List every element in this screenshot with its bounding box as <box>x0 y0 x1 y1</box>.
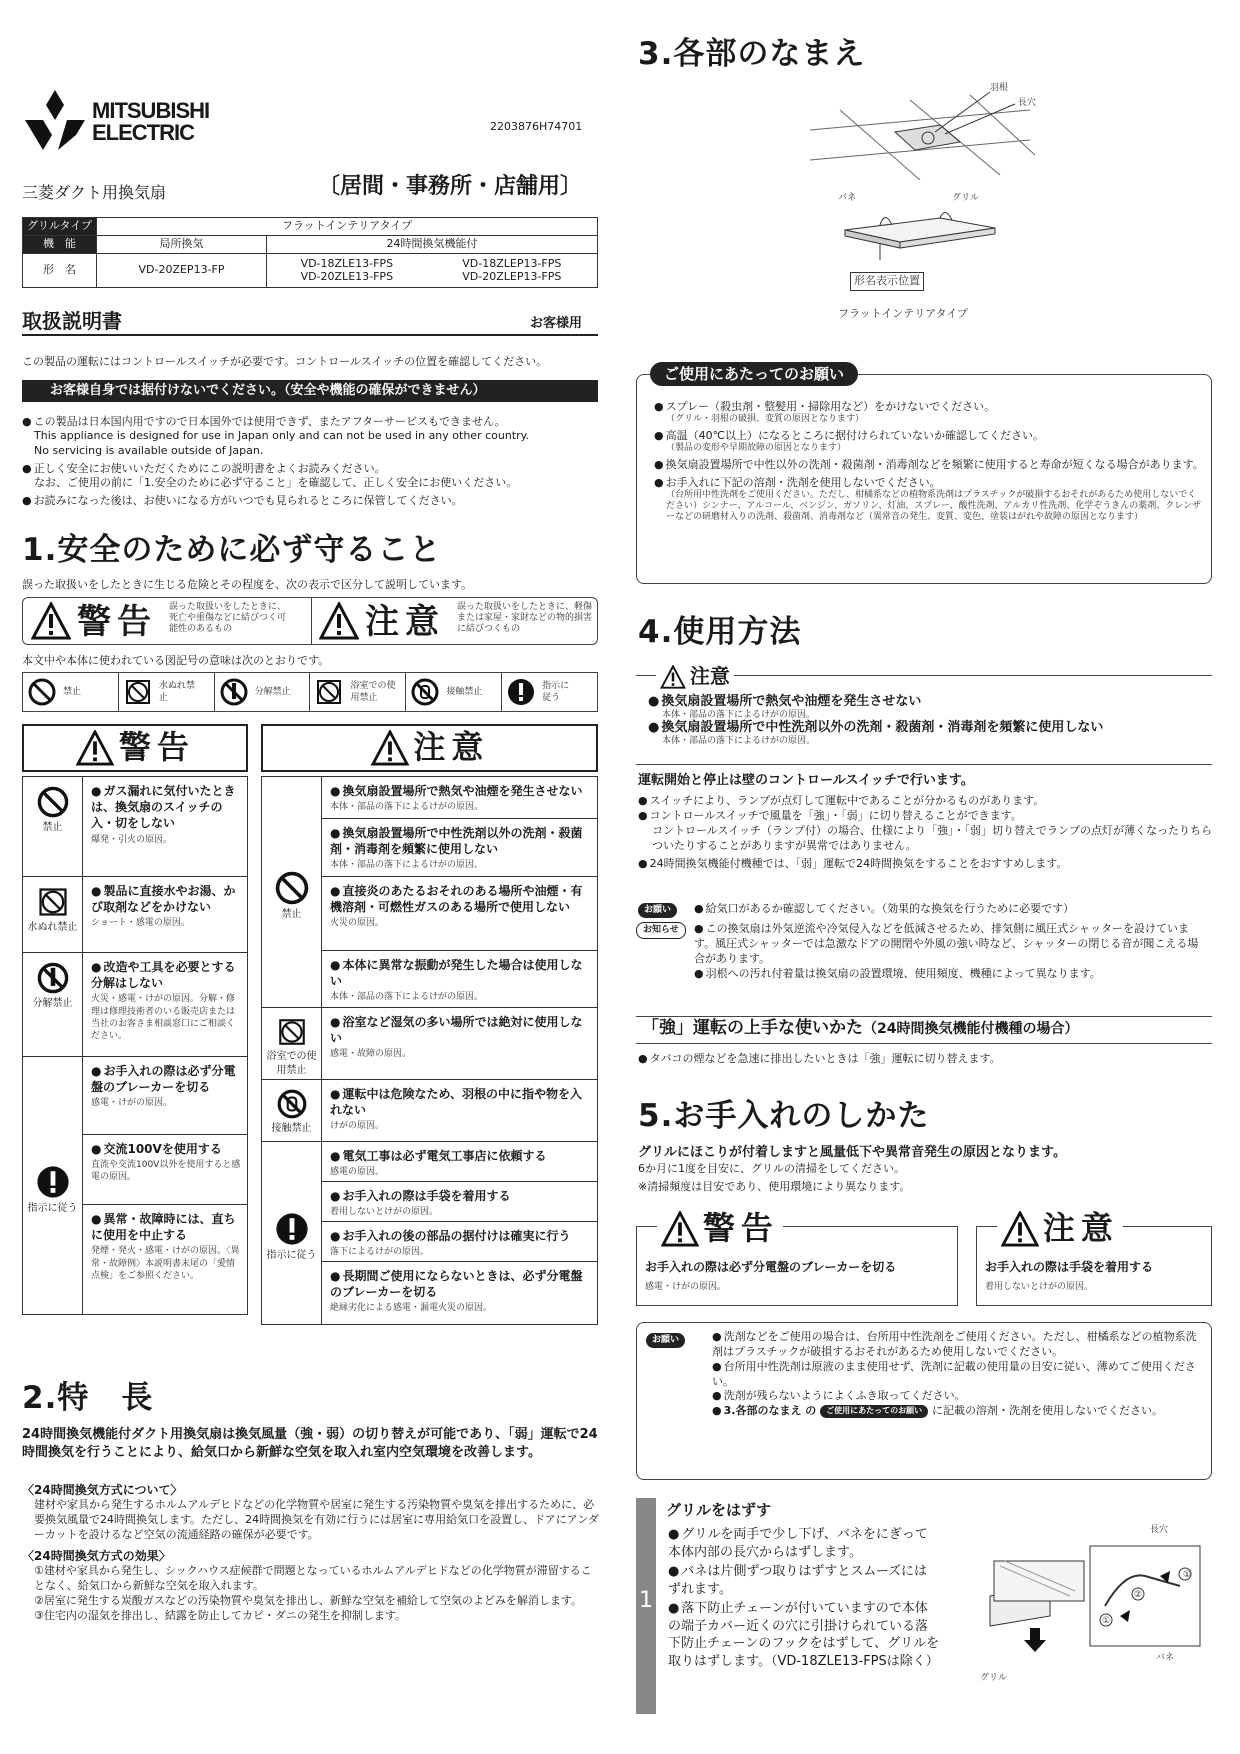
s5-caut-box <box>976 1209 1212 1306</box>
s5-caut-text: お手入れの際は手袋を着用する <box>985 1260 1154 1274</box>
spec-model-2a: VD-18ZLE13-FPS <box>300 257 394 270</box>
caut-sym-instruction: 指示に従う <box>262 1142 322 1325</box>
s4-caution-1: ● 換気扇設置場所で熱気や油煙を発生させない <box>648 694 1208 710</box>
prohibit-icon <box>274 870 310 906</box>
s5-caut-sub: 着用しないとけがの原因。 <box>985 1282 1094 1292</box>
section3-title: 3.各部のなまえ <box>638 36 866 72</box>
symbol-label-prohibit: 禁止 <box>63 686 82 697</box>
warn-sym-3: 分解禁止 <box>23 953 83 1057</box>
s5-p2: ※清掃頻度は目安であり、使用環境により異なります。 <box>638 1180 911 1193</box>
spec-function-local: 局所換気 <box>97 235 267 253</box>
no-water-icon <box>123 677 153 707</box>
step-3: ● 落下防止チェーンが付いていますので本体の端子カバー近くの穴に引掛けられている落下防止チェーンのフックをはずして、グリルを取りはずします。（VD-18ZLE13-FPSは除く） <box>668 1600 940 1670</box>
caut-group-2: ● 電気工事は必ず電気工事店に依頼する 感電の原因。 ● お手入れの際は手袋を着用する 着用しないとけがの原因。 ● お手入れの後の部品の据付けは確実に行う 落下によるけがの原因。 ● 長期間ご使用にならないときは、必ず分電盤のブレーカーを切る 絶縁劣化による感電・漏電火災の原因。 <box>322 1142 598 1325</box>
effect-2: ②居室に発生する炭酸ガスなどの汚染物質や臭気を排出し、新鮮な空気を補給して空気のよどみを解消します。 <box>34 1593 582 1607</box>
request-3: ● 換気扇設置場所で中性以外の洗剤・殺菌剤・消毒剤などを頻繁に使用すると寿命が短くなる場合があります。 <box>654 458 1204 472</box>
spec-model-1: VD-20ZEP13-FP <box>97 253 267 287</box>
symbol-label-no-water: 水ぬれ禁止 <box>158 680 195 703</box>
doc-code: 2203876H74701 <box>490 120 583 133</box>
s4-caution-heading <box>656 663 734 690</box>
warning-label: 警告 <box>77 602 157 642</box>
brand-line2: ELECTRIC <box>92 120 194 145</box>
warn-row-2: ● 製品に直接水やお湯、かび取剤などをかけない ショート・感電の原因。 <box>83 877 248 953</box>
spec-function-24h: 24時間換気機能付 <box>267 235 598 253</box>
no-touch-icon <box>276 1088 308 1120</box>
fig-label-n1a: ① <box>1183 1570 1192 1580</box>
warning-triangle-icon <box>661 1211 699 1247</box>
symbol-label-instruction: 指示に従う <box>542 680 570 703</box>
request-1-sub: （グリル・羽根の破損、変質の原因となります） <box>666 413 865 424</box>
s5-request-pill: お願い <box>646 1332 685 1348</box>
symbol-label-no-bathroom: 浴室での使用禁止 <box>350 680 396 703</box>
request-title: ご使用にあたってのお願い <box>650 362 858 386</box>
warn-sym-2: 水ぬれ禁止 <box>23 877 83 953</box>
spec-label-function: 機 能 <box>23 235 97 253</box>
caut-row-6: ● 運転中は危険なため、羽根の中に指や物を入れない けがの原因。 <box>322 1080 598 1142</box>
fig-label-grill: グリル <box>980 1673 1008 1683</box>
instruction-icon <box>506 677 536 707</box>
intro-line-2: This appliance is designed for use in Japan only and can not be used in any other country. <box>34 429 530 443</box>
mitsubishi-logo <box>22 90 88 154</box>
section2-p1: 建材や家具から発生するホルムアルデヒドなどの化学物質や居室に発生する汚染物質や臭気を排出するために、必要換気風量で24時間換気します。ただし、24時間換気を有効に行うには居室に専用給気口を設置し、ドアにアンダーカットを設けるなど空気の流通経路の確保が必要です。 <box>34 1498 599 1541</box>
effect-1: ①建材や家具から発生し、シックハウス症候群で問題となっているホルムアルデヒドなどの化学物質が滞留することなく、給気口から新鮮な空気を取入れます。 <box>34 1564 592 1592</box>
s4-caution-1-sub: 本体・部品の落下によるけがの原因。 <box>662 709 816 720</box>
warn-table-title: 警告 <box>118 728 195 766</box>
spec-model-2b: VD-20ZLE13-FPS <box>300 270 394 284</box>
s4-info-pill: お知らせ <box>636 922 686 939</box>
caution-table-title: 注意 <box>413 728 490 766</box>
strong-sub: （24時間換気機能付機種の場合） <box>863 1021 1079 1037</box>
spec-label-grill: グリルタイプ <box>23 218 97 236</box>
warn-row-6: ● 異常・故障時には、直ちに使用を中止する 発煙・発火・感電・けがの原因。〈異常・故障例〉本説明書末尾の「愛情点検」をご参照ください。 <box>83 1205 248 1315</box>
caution-triangle-icon <box>1001 1211 1039 1247</box>
no-disassembly-icon <box>219 677 249 707</box>
s5-request-4b: に記載の溶剤・洗剤を使用しないでください。 <box>931 1404 1163 1418</box>
step-2: ● バネは片側ずつ取りはずすとスムーズにはずれます。 <box>668 1563 940 1598</box>
warn-sym-4: 指示に従う <box>23 1057 83 1315</box>
s4-info-1: ● この換気扇は外気逆流や冷気侵入などを低減させるため、排気側に風圧式シャッターを設けています。風圧式シャッターでは急激なドアの開閉や外風の強い時など、シャッターの閉じる音が聞こえる場合があります。 <box>694 922 1208 967</box>
caut-sym-touch: 接触禁止 <box>262 1080 322 1142</box>
s4-request: ● 給気口があるか確認してください。（効果的な換気を行うために必要です） <box>694 902 1208 917</box>
symbol-legend <box>22 672 598 712</box>
s5-p1: 6か月に1度を目安に、グリルの清掃をしてください。 <box>638 1162 905 1175</box>
warn-row-3: ● 改造や工具を必要とする分解はしない 火災・感電・けがの原因。分解・修理は修理技術者のいる販売店または当社のお客さま相談窓口にご相談ください。 <box>83 953 248 1057</box>
warning-desc: 誤った取扱いをしたときに、死亡や重傷などに結びつく可能性のあるもの <box>169 602 287 634</box>
symbol-label-no-touch: 接触禁止 <box>446 686 483 697</box>
intro-line-6: ● お読みになった後は、お使いになる方がいつでも見られるところに保管してください。 <box>22 494 602 508</box>
intro-line-1: ● この製品は日本国内用ですので日本国外では使用できず、またアフターサービスもできません。 <box>22 415 602 429</box>
caution-desc: 誤った取扱いをしたときに、軽傷または家屋・家財などの物的損害に結びつくもの <box>457 602 593 634</box>
caut-sym-prohibit: 禁止 <box>262 777 322 1008</box>
spec-model-3a: VD-18ZLEP13-FPS <box>462 257 562 270</box>
effect-3: ③住宅内の湿気を排出し、結露を防止してカビ・ダニの発生を抑制します。 <box>34 1608 406 1622</box>
caution-label: 注意 <box>365 602 445 642</box>
ceiling-grill-diagram <box>800 90 1040 180</box>
caution-triangle-icon <box>370 730 410 766</box>
caut-sym-bathroom: 浴室での使用禁止 <box>262 1008 322 1080</box>
request-2-sub: （製品の変形や早期故障の原因となります） <box>666 442 847 453</box>
s5-warn-text: お手入れの際は必ず分電盤のブレーカーを切る <box>645 1260 897 1274</box>
s5-warn-sub: 感電・けがの原因。 <box>645 1282 727 1292</box>
spec-grill-type: フラットインテリアタイプ <box>97 218 598 236</box>
symbol-label-no-disassembly: 分解禁止 <box>254 686 291 697</box>
caution-table-header <box>261 724 598 772</box>
manual-title: 取扱説明書 <box>22 309 122 333</box>
install-banner: お客様自身では据付けないでください。（安全や機能の確保ができません） <box>22 380 598 402</box>
s4-caution-2: ● 換気扇設置場所で中性洗剤以外の洗剤・殺菌剤・消毒剤を頻繁に使用しない <box>648 720 1208 736</box>
warn-sym-1: 禁止 <box>23 777 83 877</box>
product-name: 三菱ダクト用換気扇 <box>22 183 167 202</box>
s5-caut-heading <box>997 1207 1123 1250</box>
s5-warn-box <box>636 1209 958 1306</box>
grill-diagram <box>840 200 1000 270</box>
s4-caution-label: 注意 <box>689 664 730 688</box>
warn-table-header <box>22 724 248 772</box>
strong-title: 「強」運転の上手な使いかた <box>642 1018 863 1038</box>
section1-title: 1.安全のために必ず守ること <box>22 532 442 568</box>
switch-notice: この製品の運転にはコントロールスイッチが必要です。コントロールスイッチの位置を確認してください。 <box>22 355 548 368</box>
warn-row-5: ● 交流100Vを使用する 直流や交流100V以外を使用すると感電の原因。 <box>83 1135 248 1205</box>
spec-label-model: 形 名 <box>23 253 97 287</box>
warning-triangle-icon <box>31 602 71 644</box>
section2-title: 2.特 長 <box>22 1380 154 1416</box>
caution-triangle-icon <box>660 665 686 689</box>
s5-lead: グリルにほこりが付着しますと風量低下や異常音発生の原因となります。 <box>638 1145 1066 1160</box>
instruction-icon <box>274 1211 310 1247</box>
s4-info-2: ● 羽根への汚れ付着量は換気扇の設置環境、使用頻度、機種によって異なります。 <box>694 967 1208 982</box>
intro-line-4: ● 正しく安全にお使いいただくためにこの説明書をよくお読みください。 <box>22 462 602 476</box>
caution-triangle-icon <box>319 602 359 644</box>
step-1: ● グリルを両手で少し下げ、バネをにぎって本体内部の長穴からはずします。 <box>668 1526 940 1561</box>
signal-legend <box>22 597 598 645</box>
caut-row-5: ● 浴室など湿気の多い場所では絶対に使用しない 感電・故障の原因。 <box>322 1008 598 1080</box>
section4-title: 4.使用方法 <box>638 614 802 650</box>
brand-line1: MITSUBISHI <box>92 98 210 123</box>
no-bathroom-icon <box>276 1016 308 1048</box>
intro-line-5: なお、ご使用の前に「1.安全のために必ず守ること」を確認して、正しく安全にお使いください。 <box>34 476 518 490</box>
s4-bullet-4: ● 24時間換気機能付機種では、「弱」運転で24時間換気をすることをおすすめします。 <box>638 857 1214 872</box>
fig-label-bane: バネ <box>1156 1653 1175 1663</box>
s4-request-pill: お願い <box>638 902 677 918</box>
section1-lead: 誤った取扱いをしたときに生じる危険とその程度を、次の表示で区分して説明しています。 <box>22 578 473 591</box>
no-water-icon <box>36 885 70 919</box>
s5-warn-label: 警告 <box>702 1209 779 1247</box>
s5-caut-label: 注意 <box>1042 1209 1119 1247</box>
s4-caution-2-sub: 本体・部品の落下によるけがの原因。 <box>662 735 816 746</box>
no-disassembly-icon <box>36 961 70 995</box>
request-1: ● スプレー（殺虫剤・整髪用・掃除用など）をかけないでください。 <box>654 400 1204 414</box>
fig-label-n2: ② <box>1134 1590 1143 1600</box>
strong-heading <box>636 1016 1212 1044</box>
warning-triangle-icon <box>75 730 115 766</box>
instruction-icon <box>35 1164 71 1200</box>
s4-bullet-1: ● スイッチにより、ランプが点灯して運転中であることが分かるものがあります。 <box>638 794 1214 809</box>
label-hane: 羽根 <box>990 83 1009 93</box>
strong-text: ● タバコの煙などを急速に排出したいときは「強」運転に切り替えます。 <box>638 1052 1001 1067</box>
intro-line-3: No servicing is available outside of Japan. <box>34 443 264 457</box>
s5-request-4a: 3.各部のなまえ の <box>723 1404 817 1418</box>
fig-label-n1b: ① <box>1102 1616 1111 1626</box>
label-nagaana: 長穴 <box>1018 98 1037 108</box>
section2-lead: 24時間換気機能付ダクト用換気扇は換気風量（強・弱）の切り替えが可能であり、「弱」運転で24時間換気を行うことにより、給気口から新鮮な空気を取入れ室内空気環境を改善します。 <box>22 1427 598 1460</box>
warn-table <box>22 776 248 1315</box>
s4-bullet-3: コントロールスイッチ（ランプ付）の場合、仕様により「強」・「弱」切り替えでランプの点灯が薄くなったりちらついたりすることがありますが異常ではありません。 <box>652 823 1213 852</box>
s5-request-1: ● 洗剤などをご使用の場合は、台所用中性洗剤をご使用ください。ただし、柑橘系などの植物系洗剤はプラスチックが破損するおそれがあるため使用しないでください。 <box>712 1330 1206 1360</box>
step-number: 1 <box>636 1498 656 1714</box>
warn-row-4: ● お手入れの際は必ず分電盤のブレーカーを切る 感電・けがの原因。 <box>83 1057 248 1135</box>
s5-warn-heading <box>657 1207 783 1250</box>
s4-lead: 運転開始と停止は壁のコントロールスイッチで行います。 <box>638 773 974 788</box>
symbols-lead: 本文中や本体に使われている図記号の意味は次のとおりです。 <box>22 654 330 667</box>
warn-row-1: ● ガス漏れに気付いたときは、換気扇のスイッチの入・切をしない 爆発・引火の原因。 <box>83 777 248 877</box>
prohibit-icon <box>27 677 57 707</box>
spec-model-3b: VD-20ZLEP13-FPS <box>462 270 562 284</box>
caut-group-1: ● 換気扇設置場所で熱気や油煙を発生させない 本体・部品の落下によるけがの原因。 ● 換気扇設置場所で中性洗剤以外の洗剤・殺菌剤・消毒剤を頻繁に使用しない 本体・部品の落下によるけがの原因。 ● 直接炎のあたるおそれのある場所や油煙・有機溶剤・可燃性ガスのある場所で使用しない 火災の原因。 ● 本体に異常な振動が発生した場合は使用しない 本体・部品の落下によるけがの原因。 <box>322 777 598 1008</box>
request-4: ● お手入れに下記の溶剤・洗剤を使用しないでください。 <box>654 476 1204 490</box>
label-nameplate: 形名表示位置 <box>850 272 924 291</box>
request-2: ● 高温（40℃以上）になるところに据付けられていないか確認してください。 <box>654 429 1204 443</box>
s5-request-3: ● 洗剤が残らないようによくふき取ってください。 <box>712 1389 1206 1404</box>
grill-removal-diagram <box>970 1536 1206 1666</box>
no-bathroom-icon <box>314 677 344 707</box>
request-4-sub: （台所用中性洗剤をご使用ください。ただし、柑橘系などの植物系洗剤はプラスチックが破損するおそれがあるため使用しないでください）シンナー、アルコール、ベンジン、ガソリン、灯油、スプレー、酸性洗剤、アルカリ性洗剤、化学ぞうきんの薬剤、クレンザーなどの研磨材入りの洗剤、殺菌剤、消毒剤など（異常音の発生、変質、変色、塗装はがれや故障の原因となります） <box>666 489 1201 522</box>
s5-request-2: ● 台所用中性洗剤は原液のまま使用せず、洗剤に記載の使用量の目安に従い、薄めてご使用ください。 <box>712 1360 1206 1390</box>
s5-request-4-pill: ご使用にあたってのお願い <box>820 1405 928 1418</box>
product-use: 〔居間・事務所・店舗用〕 <box>318 174 583 199</box>
label-type: フラットインテリアタイプ <box>838 307 968 320</box>
label-grill: グリル <box>952 193 980 203</box>
label-bane: バネ <box>838 193 857 203</box>
fig-label-nagaana: 長穴 <box>1150 1525 1169 1535</box>
section5-title: 5.お手入れのしかた <box>638 1098 930 1134</box>
step-title: グリルをはずす <box>666 1501 772 1519</box>
spec-table <box>22 217 598 288</box>
section2-h1: 〈24時間換気方式について〉 <box>22 1483 183 1497</box>
manual-customer: お客様用 <box>530 316 583 331</box>
no-touch-icon <box>410 677 440 707</box>
three-diamonds-icon <box>22 90 88 150</box>
section2-h2: 〈24時間換気方式の効果〉 <box>22 1549 171 1563</box>
prohibit-icon <box>36 785 70 819</box>
caution-table <box>261 776 598 1325</box>
s4-bullet-2: ● コントロールスイッチで風量を「強」・「弱」に切り替えることができます。 <box>638 809 1214 824</box>
